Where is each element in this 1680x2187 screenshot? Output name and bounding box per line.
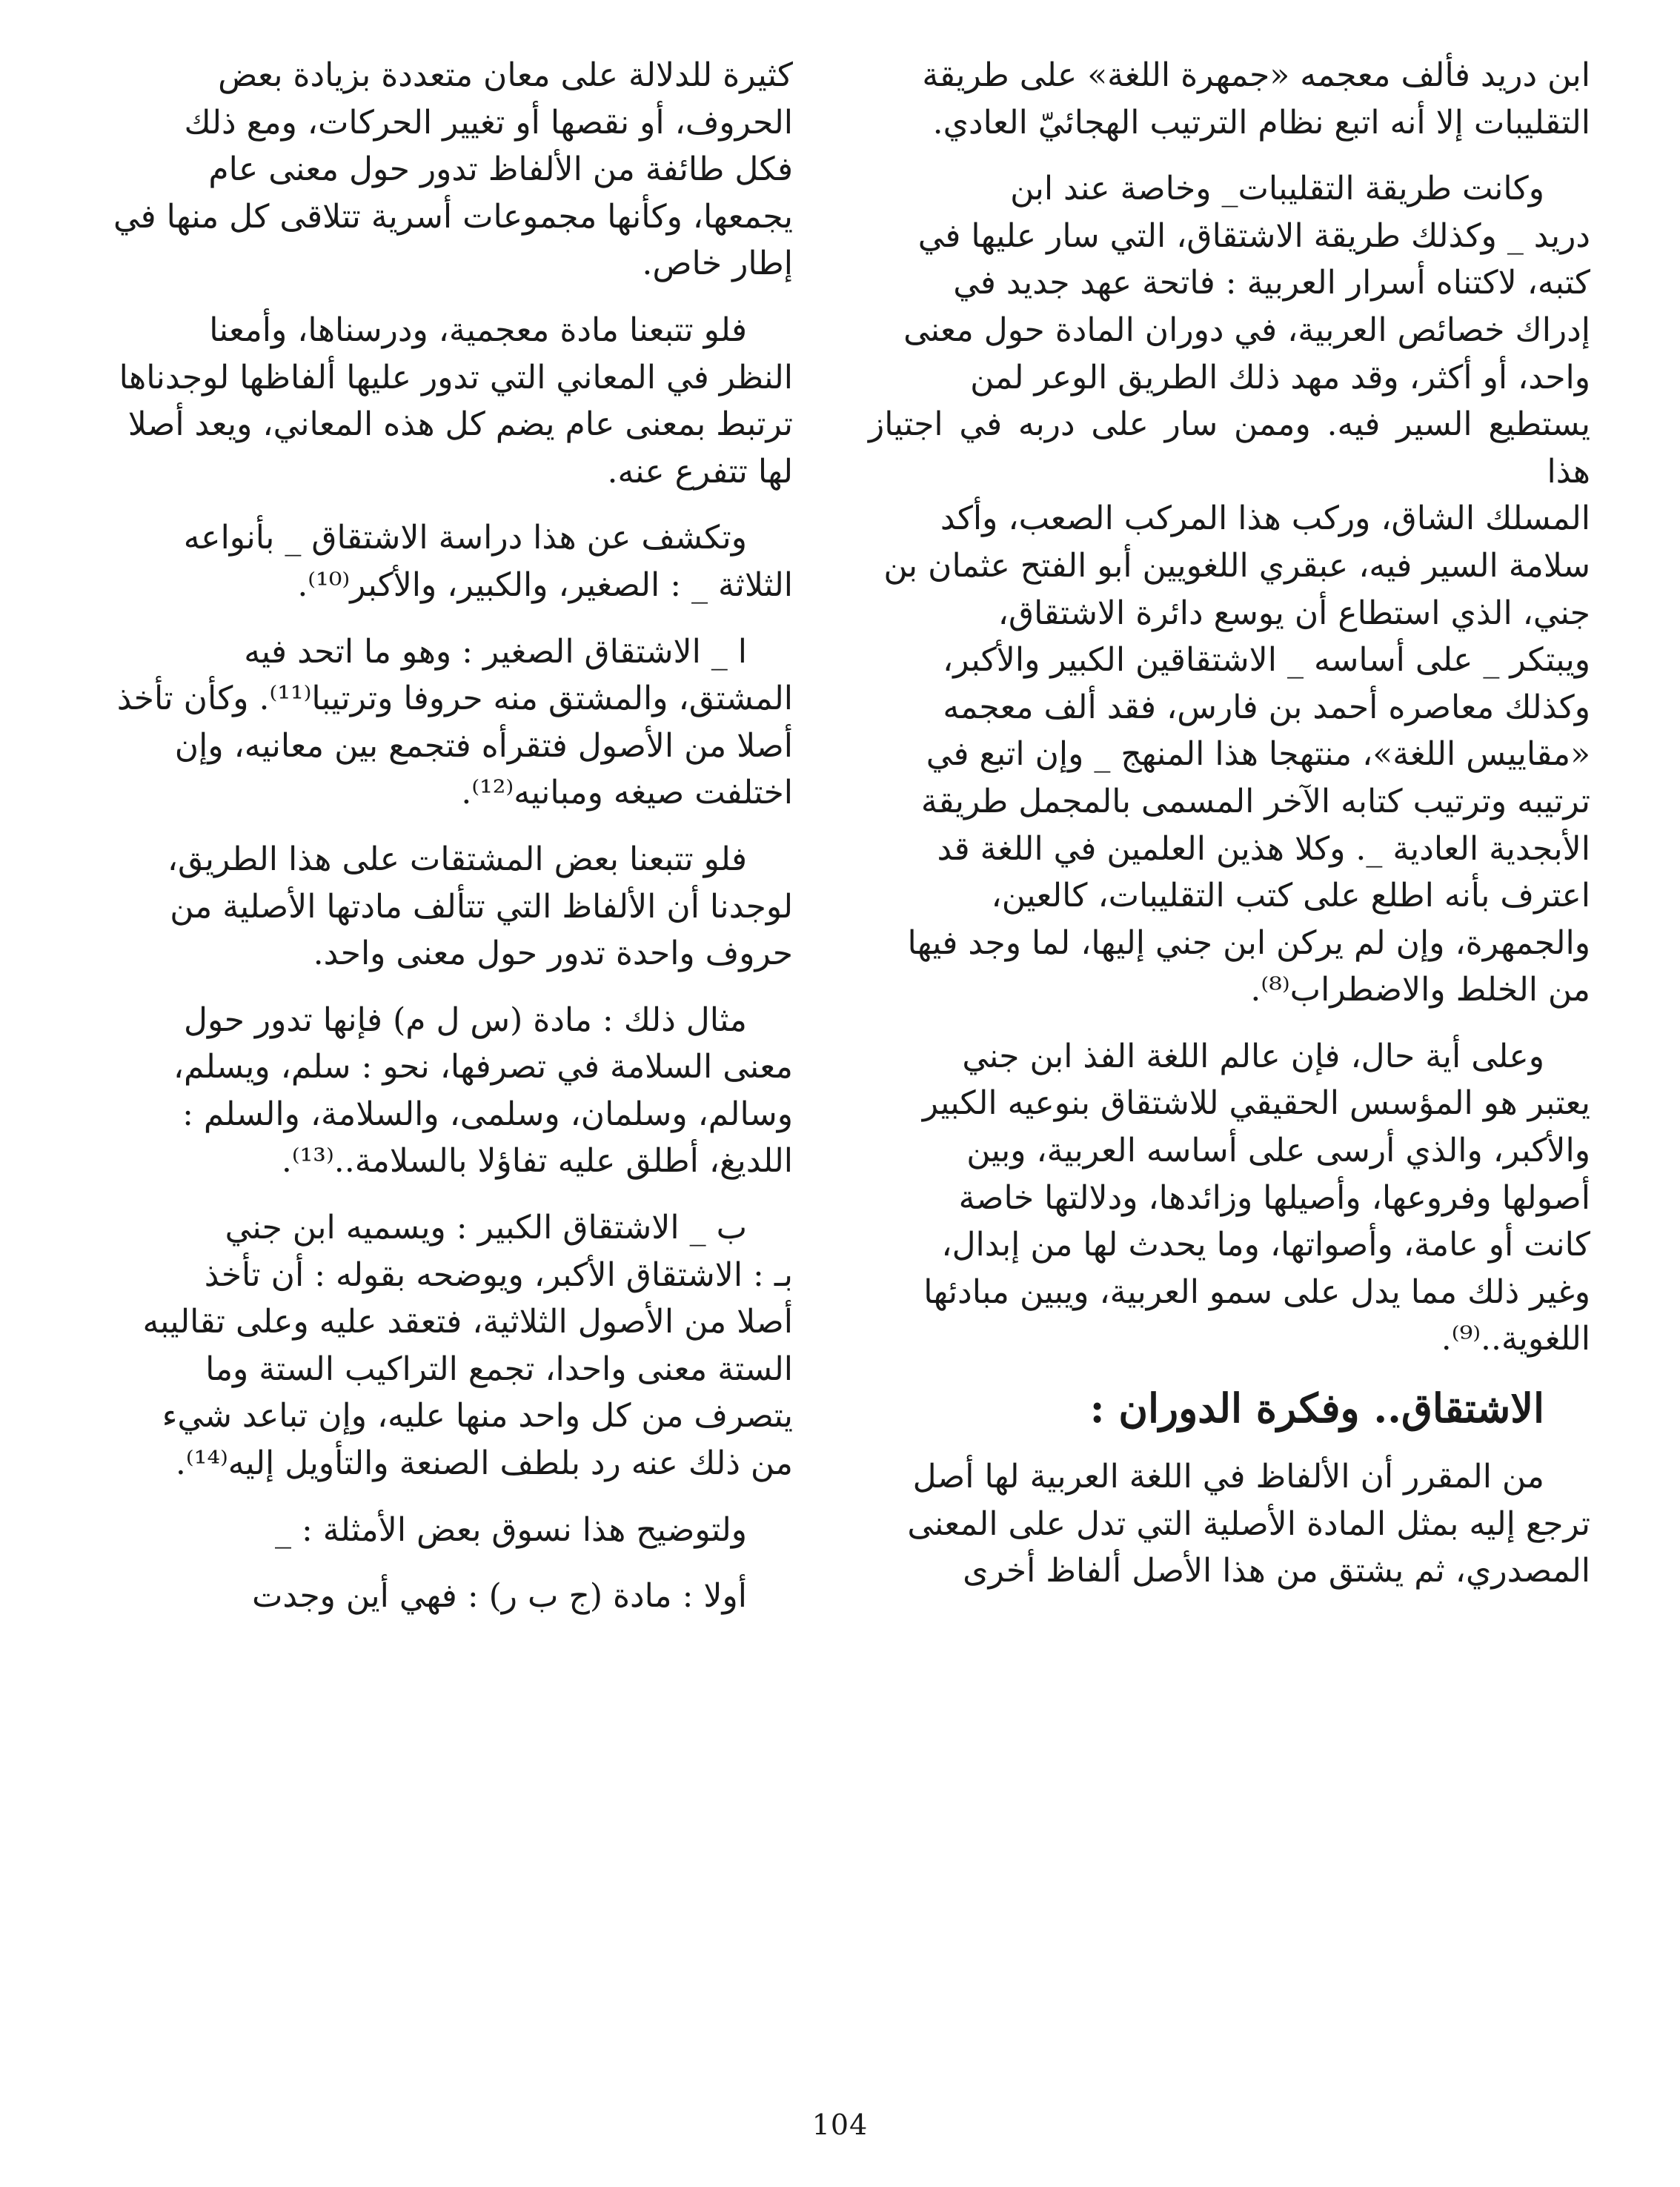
paragraph: وعلى أية حال، فإن عالم اللغة الفذ ابن جني يعتبر هو المؤسس الحقيقي للاشتقاق بنوعيه الكبير والأكبر، والذي أرسى على أساسه العربية، وبين أصولها وفروعها، وأصيلها وزائدها، ودلالتها خاصة كانت أو عامة، وأصواتها، وما يحدث لها من إبدال، وغير ذلك مما يدل على سمو العربية، ويبين مبادئها اللغوية..⁽⁹⁾.: [922, 1037, 1590, 1358]
right-column: [869, 52, 1590, 1614]
paragraph: فلو تتبعنا مادة معجمية، ودرسناها، وأمعنا النظر في المعاني التي تدور عليها ألفاظها لوجدناها ترتبط بمعنى عام يضم كل هذه المعاني، ويعد أصلا لها تتفرع عنه.: [119, 311, 793, 491]
paragraph: ب _ الاشتقاق الكبير : ويسميه ابن جني بـ : الاشتقاق الأكبر، ويوضحه بقوله : أن تأخذ أصلا من الأصول الثلاثية، فتعقد عليه وعلى تقاليبه الستة معنى واحدا، تجمع التراكيب الستة وما يتصرف من كل واحد منها عليه، وإن تباعد شيء من ذلك عنه رد بلطف الصنعة والتأويل إليه⁽¹⁴⁾.: [142, 1209, 793, 1483]
paragraph: وكانت طريقة التقليبات_ وخاصة عند ابن دريد _ وكذلك طريقة الاشتقاق، التي سار عليها في كتبه، لاكتناه أسرار العربية : فاتحة عهد جديد في إدراك خصائص العربية، في دوران المادة حول معنى واحد، أو أكثر، وقد مهد ذلك الطريق الوعر لمن يستطيع السير فيه. وممن سار على دربه في اجتياز هذا المسلك الشاق، وركب هذا المركب الصعب، وأكد سلامة السير فيه، عبقري اللغويين أبو الفتح عثمان بن جني، الذي استطاع أن يوسع دائرة الاشتقاق، ويبتكر _ على أساسه _ الاشتقاقين الكبير والأكبر، وكذلك معاصره أحمد بن فارس، فقد ألف معجمه «مقاييس اللغة»، منتهجا هذا المنهج _ وإن اتبع في ترتيبه وترتيب كتابه الآخر المسمى بالمجمل طريقة الأبجدية العادية _. وكلا هذين العلمين في اللغة قد اعترف بأنه اطلع على كتب التقليبات، كالعين، والجمهرة، وإن لم يركن ابن جني إليها، لما وجد فيها من الخلط والاضطراب⁽⁸⁾.: [869, 170, 1590, 1009]
paragraph: كثيرة للدلالة على معان متعددة بزيادة بعض الحروف، أو نقصها أو تغيير الحركات، ومع ذلك فكل طائفة من الألفاظ تدور حول معنى عام يجمعها، وكأنها مجموعات أسرية تتلاقى كل منها في إطار خاص.: [113, 56, 793, 283]
page-number: 104: [811, 2108, 869, 2141]
paragraph: ابن دريد فألف معجمه «جمهرة اللغة» على طريقة التقليبات إلا أنه اتبع نظام الترتيب الهجائيّ العادي.: [922, 56, 1590, 142]
left-column: [83, 52, 793, 1639]
section-heading: الاشتقاق.. وفكرة الدوران :: [1089, 1384, 1544, 1433]
paragraph: أولا : مادة (ج ب ر) : فهي أين وجدت: [251, 1577, 747, 1616]
paragraph: وتكشف عن هذا دراسة الاشتقاق _ بأنواعه الثلاثة _ : الصغير، والكبير، والأكبر⁽¹⁰⁾.: [183, 519, 793, 604]
paragraph: ولتوضيح هذا نسوق بعض الأمثلة : _: [274, 1510, 747, 1549]
paragraph: فلو تتبعنا بعض المشتقات على هذا الطريق، لوجدنا أن الألفاظ التي تتألف مادتها الأصلية من حروف واحدة تدور حول معنى واحد.: [167, 840, 793, 973]
paragraph: من المقرر أن الألفاظ في اللغة العربية لها أصل ترجع إليه بمثل المادة الأصلية التي تدل على المعنى المصدري، ثم يشتق من هذا الأصل ألفاظ أخرى: [907, 1458, 1590, 1590]
paragraph: مثال ذلك : مادة (س ل م) فإنها تدور حول معنى السلامة في تصرفها، نحو : سلم، ويسلم، وسالم، وسلمان، وسلمى، والسلامة، والسلم : اللديغ، أطلق عليه تفاؤلا بالسلامة..⁽¹³⁾.: [173, 1000, 793, 1181]
paragraph: ا _ الاشتقاق الصغير : وهو ما اتحد فيه المشتق، والمشتق منه حروفا وترتيبا⁽¹¹⁾. وكأن تأخذ أصلا من الأصول فتقرأه فتجمع بين معانيه، وإن اختلفت صيغه ومبانيه⁽¹²⁾.: [116, 632, 793, 812]
